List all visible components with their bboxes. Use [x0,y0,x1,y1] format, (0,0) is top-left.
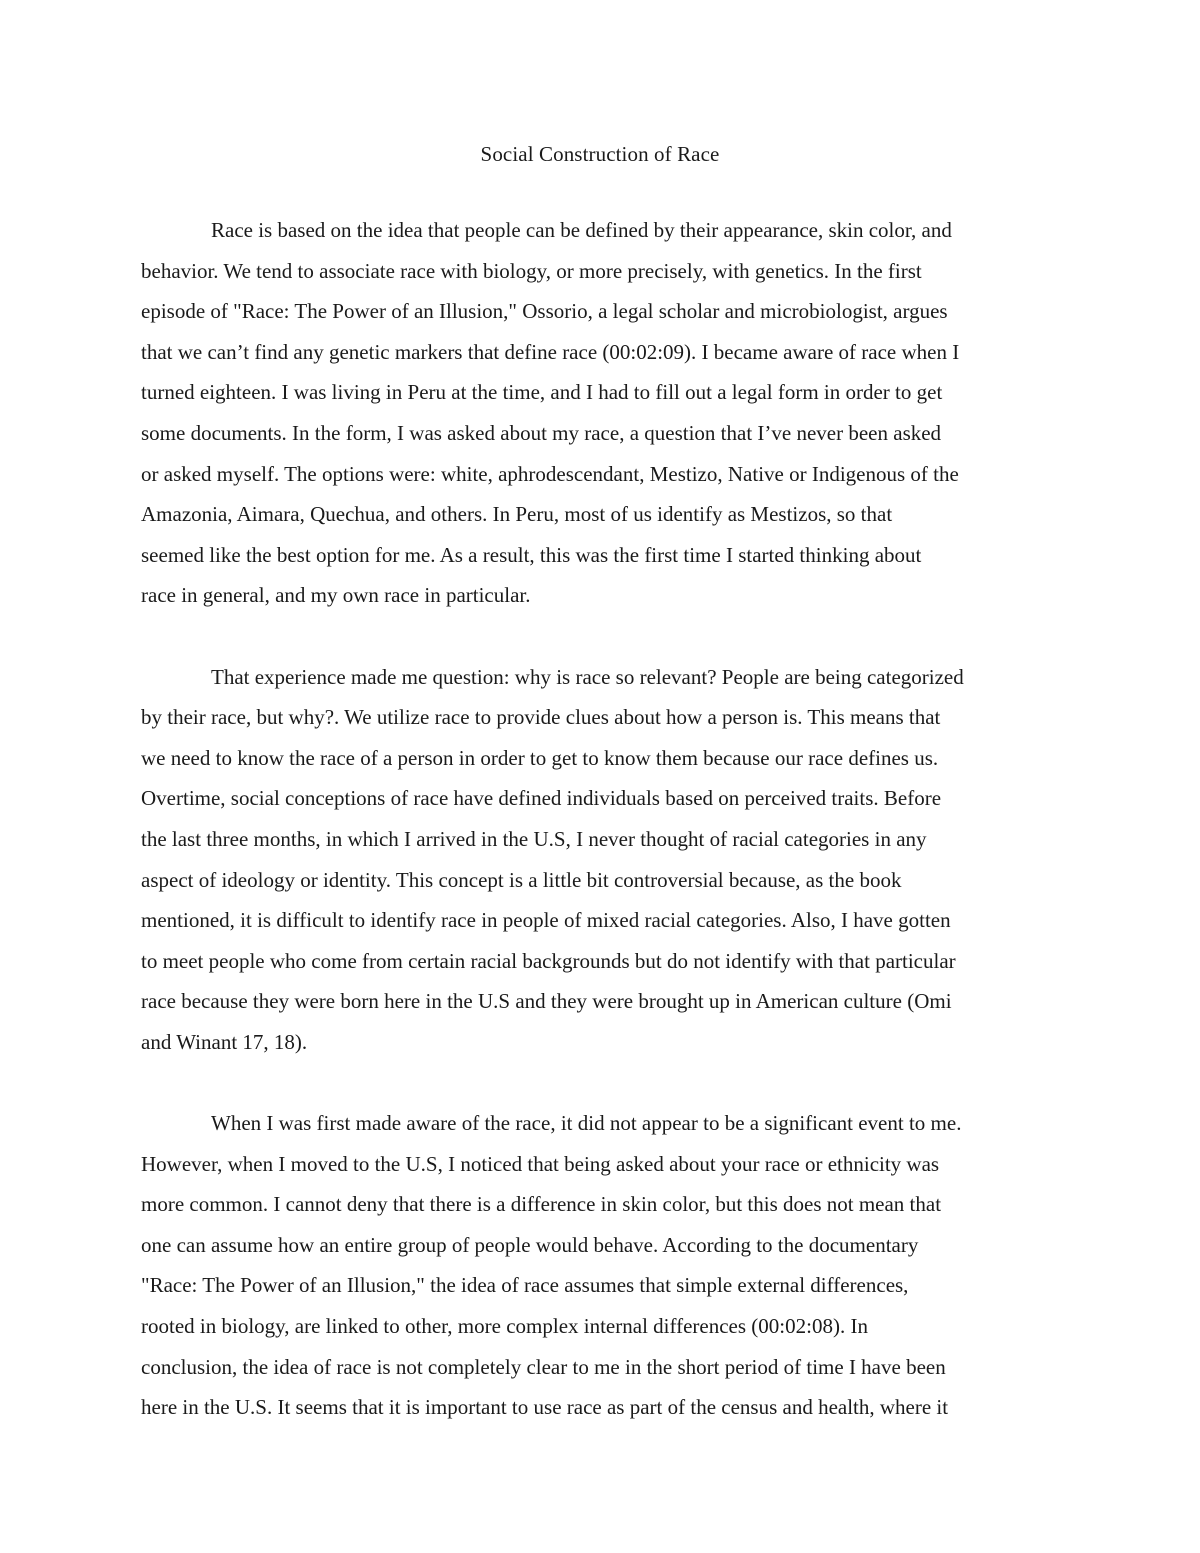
text-line: we need to know the race of a person in order to get to know them because our race defines us. [141,745,939,770]
text-line: and Winant 17, 18). [141,1029,308,1054]
text-line: some documents. In the form, I was asked about my race, a question that I’ve never been asked [141,420,942,445]
text-line: Amazonia, Aimara, Quechua, and others. In Peru, most of us identify as Mestizos, so that [141,502,893,527]
text-line: turned eighteen. I was living in Peru at the time, and I had to fill out a legal form in order to get [141,380,943,405]
text-line: the last three months, in which I arrived in the U.S, I never thought of racial categories in any [141,826,927,851]
text-line: conclusion, the idea of race is not completely clear to me in the short period of time I have been [141,1354,946,1379]
text-line: However, when I moved to the U.S, I noticed that being asked about your race or ethnicity was [141,1151,940,1176]
text-line: race because they were born here in the U.S and they were brought up in American culture (Omi [141,989,952,1014]
text-line: to meet people who come from certain racial backgrounds but do not identify with that particular [141,948,956,973]
paragraph-2 [141,657,1061,1063]
text-line: more common. I cannot deny that there is a difference in skin color, but this does not mean that [141,1192,942,1217]
paragraph-3 [141,1103,1061,1428]
text-line: aspect of ideology or identity. This concept is a little bit controversial because, as the book [141,867,902,892]
text-line: seemed like the best option for me. As a result, this was the first time I started thinking about [141,542,922,567]
text-line: Race is based on the idea that people can be defined by their appearance, skin color, and [211,218,952,242]
text-line: Overtime, social conceptions of race have defined individuals based on perceived traits. Before [141,786,942,811]
text-line: mentioned, it is difficult to identify race in people of mixed racial categories. Also, I have gotten [141,908,951,933]
text-line: episode of "Race: The Power of an Illusion," Ossorio, a legal scholar and microbiologist, argues [141,299,948,324]
text-line: behavior. We tend to associate race with biology, or more precisely, with genetics. In the first [141,258,922,283]
text-line: one can assume how an entire group of people would behave. According to the documentary [141,1232,919,1257]
text-line: that we can’t find any genetic markers that define race (00:02:09). I became aware of race when I [141,339,960,364]
text-line: here in the U.S. It seems that it is important to use race as part of the census and health, where it [141,1395,949,1420]
text-line: by their race, but why?. We utilize race to provide clues about how a person is. This means that [141,705,941,730]
document-body [141,210,1061,1468]
paragraph-1 [141,210,1061,616]
document-title: Social Construction of Race [480,142,720,166]
text-line: rooted in biology, are linked to other, more complex internal differences (00:02:08). In [141,1314,868,1339]
text-line: That experience made me question: why is race so relevant? People are being categorized [211,664,964,689]
text-line: When I was first made aware of the race, it did not appear to be a significant event to me. [211,1111,962,1136]
text-line: "Race: The Power of an Illusion," the idea of race assumes that simple external differences, [141,1273,909,1298]
text-line: or asked myself. The options were: white, aphrodescendant, Mestizo, Native or Indigenous of the [141,461,959,486]
text-line: race in general, and my own race in particular. [141,583,531,608]
